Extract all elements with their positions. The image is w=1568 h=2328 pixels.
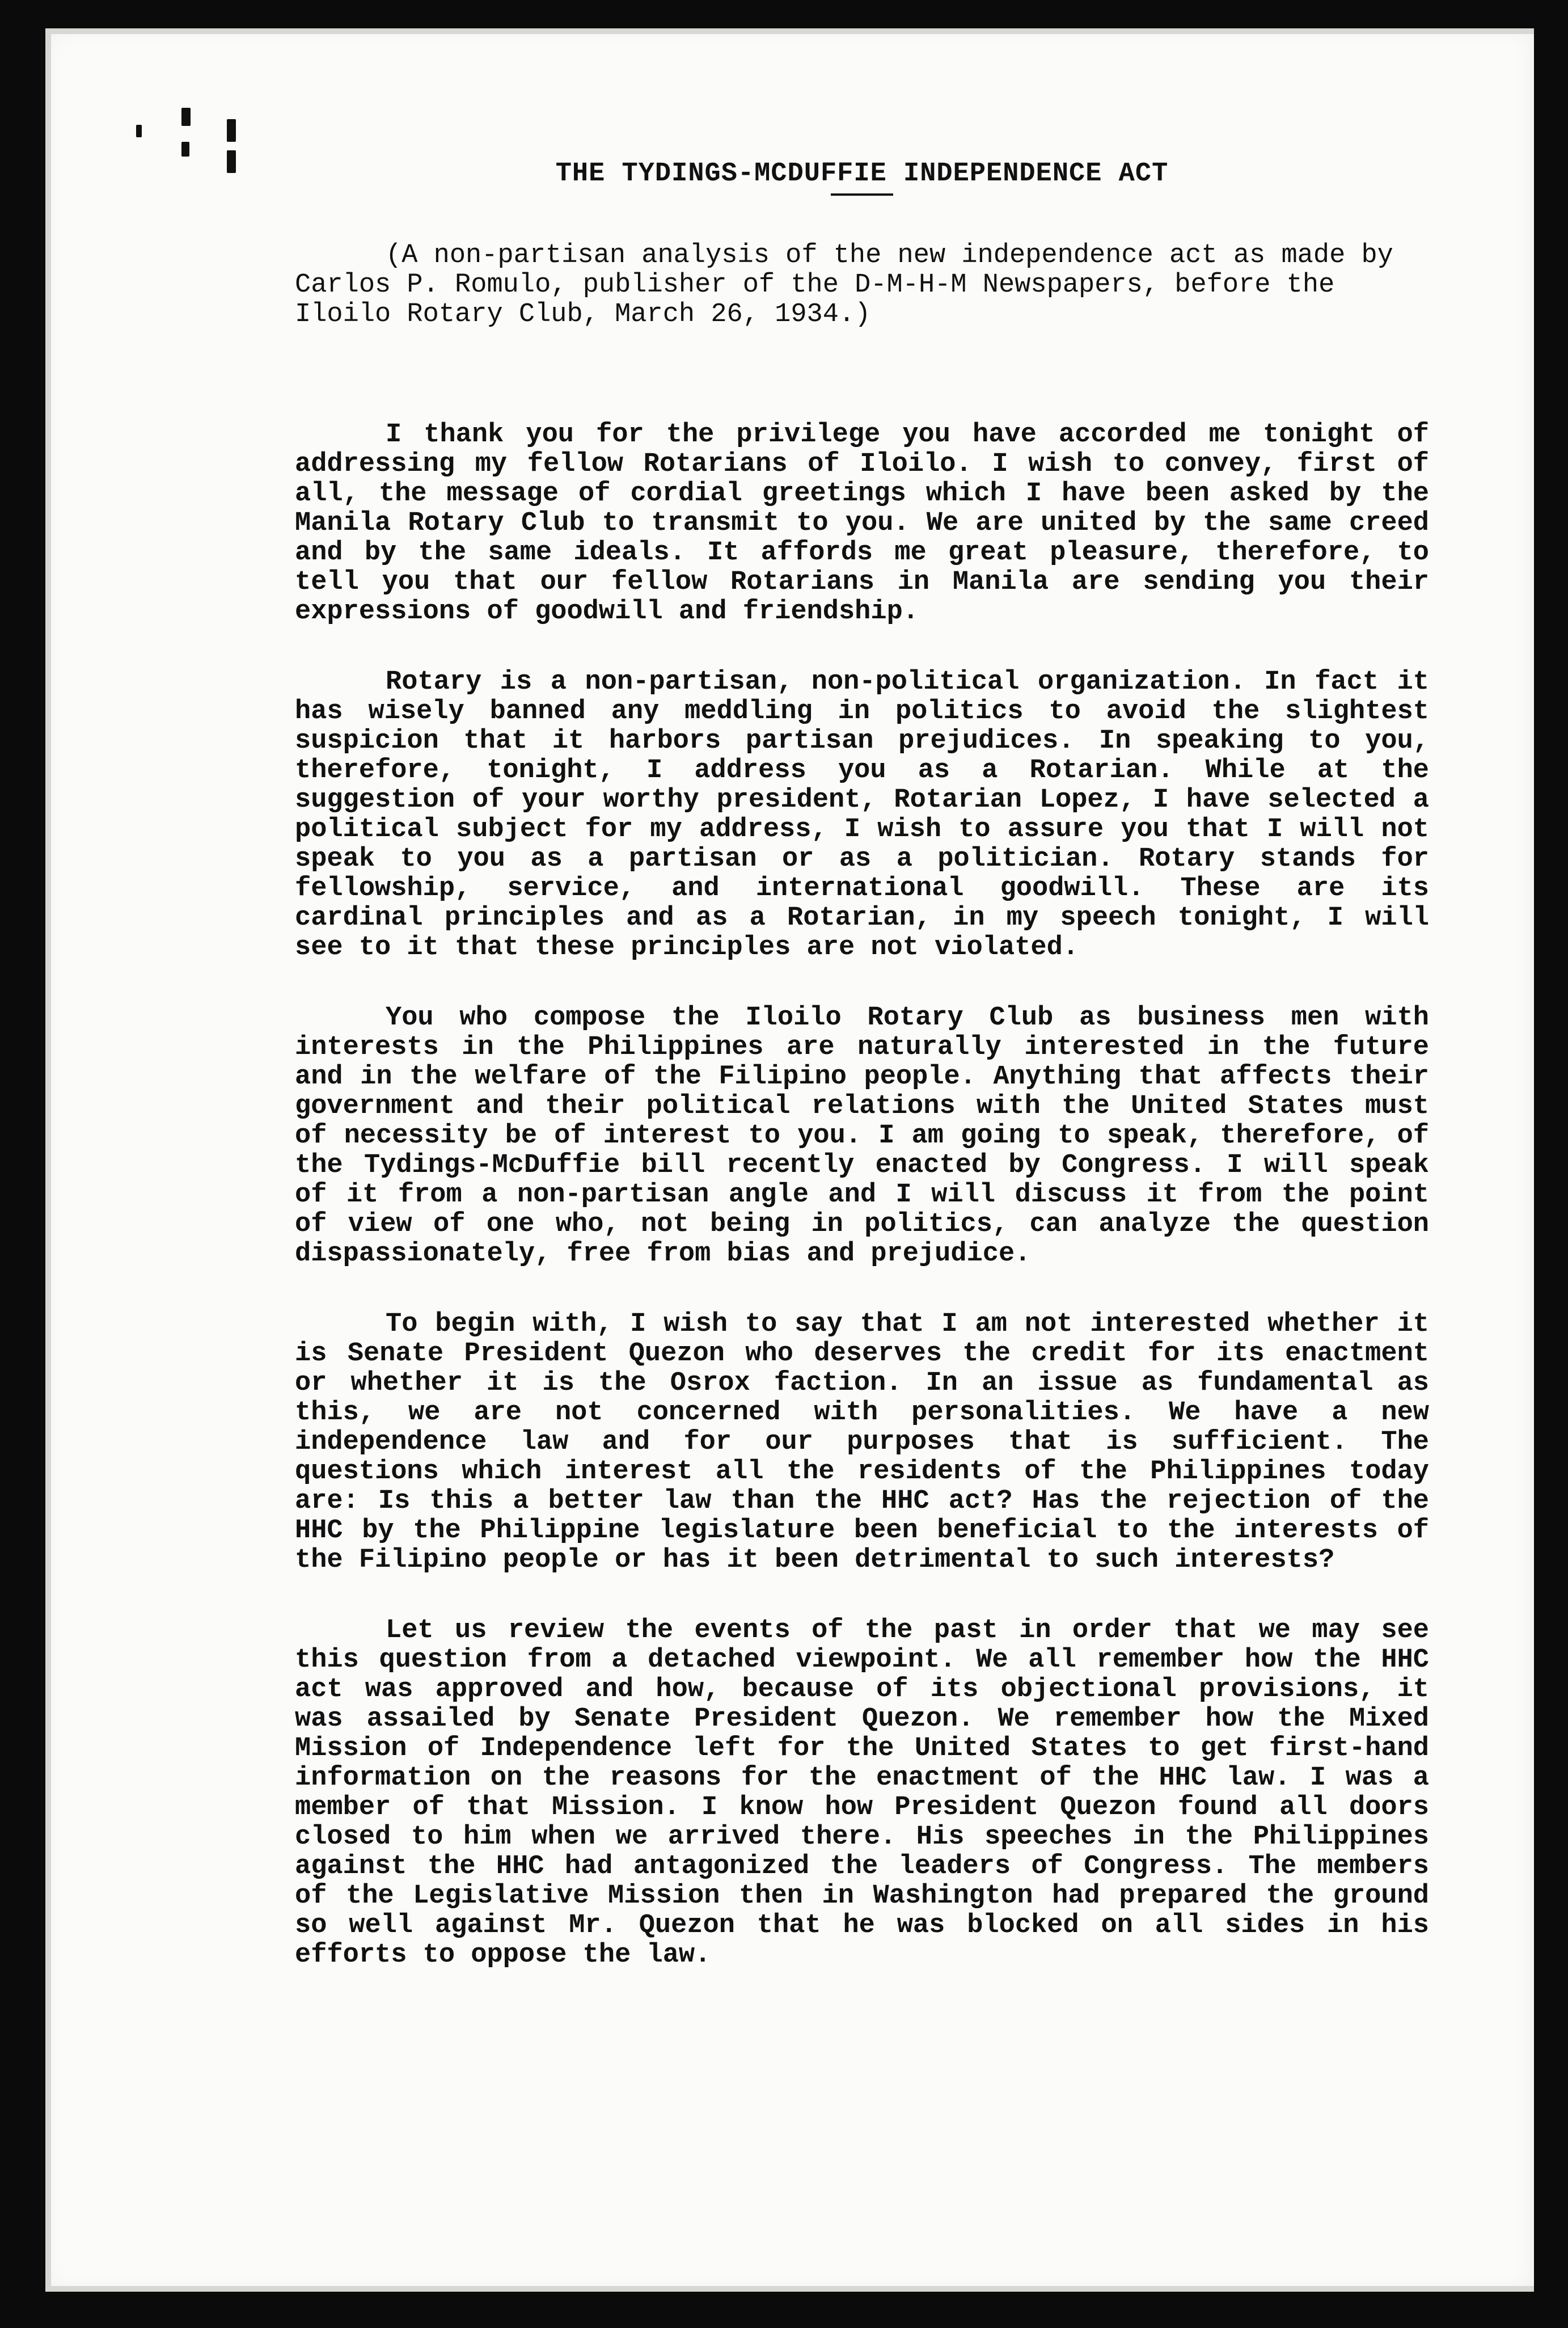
document-subtitle: (A non-partisan analysis of the new independence act as made by Carlos P. Romulo, publisher of the D-M-H-M Newspapers, before the Iloilo Rotary Club, March 26, 1934.) [295,241,1393,330]
paragraph-3: You who compose the Iloilo Rotary Club as business men with interests in the Philippines are naturally interested in the future and in the welfare of the Filipino people. Anything that affects their government and their political relations with the United States must of necessity be of interest to you. I am going to speak, therefore, of the Tydings-McDuffie bill recently enacted by Congress. I will speak of it from a non-partisan angle and I will discuss it from the point of view of one who, not being in politics, can analyze the question dispassionately, free from bias and prejudice. [295,1003,1429,1269]
page-bottom-edge [45,2286,1534,2292]
page-left-edge [45,28,51,2292]
paragraph-1: I thank you for the privilege you have accorded me tonight of addressing my fellow Rotarians of Iloilo. I wish to convey, first of all, the message of cordial greetings which I have been asked by the Manila Rotary Club to transmit to you. We are united by the same creed and by the same ideals. It affords me great pleasure, therefore, to tell you that our fellow Rotarians in Manila are sending you their expressions of goodwill and friendship. [295,420,1429,627]
punch-mark [227,119,236,142]
punch-mark [227,150,236,173]
punch-mark [136,125,142,137]
paragraph-5: Let us review the events of the past in order that we may see this question from a detached viewpoint. We all remember how the HHC act was approved and how, because of its objectional provisions, it was assailed by Senate President Quezon. We remember how the Mixed Mission of Independence left for the United States to get first-hand information on the reasons for the enactment of the HHC law. I was a member of that Mission. I know how President Quezon found all doors closed to him when we arrived there. His speeches in the Philippines against the HHC had antagonized the leaders of Congress. The members of the Legislative Mission then in Washington had prepared the ground so well against Mr. Quezon that he was blocked on all sides in his efforts to oppose the law. [295,1616,1429,1970]
punch-mark [181,108,191,126]
document-title: THE TYDINGS-MCDUFFIE INDEPENDENCE ACT [555,159,1169,189]
punch-mark [181,142,189,157]
document-body [295,159,1429,2011]
paragraph-4: To begin with, I wish to say that I am not interested whether it is Senate President Quezon who deserves the credit for its enactment or whether it is the Osrox faction. In an issue as fundamental as this, we are not concerned with personalities. We have a new independence law and for our purposes that is sufficient. The questions which interest all the residents of the Philippines today are: Is this a better law than the HHC act? Has the rejection of the HHC by the Philippine legislature been beneficial to the interests of the Filipino people or has it been detrimental to such interests? [295,1309,1429,1575]
title-underline [831,192,893,196]
paragraph-2: Rotary is a non-partisan, non-political organization. In fact it has wisely banned any meddling in politics to avoid the slightest suspicion that it harbors partisan prejudices. In speaking to you, therefore, tonight, I address you as a Rotarian. While at the suggestion of your worthy president, Rotarian Lopez, I have selected a political subject for my address, I wish to assure you that I will not speak to you as a partisan or as a politician. Rotary stands for fellowship, service, and international goodwill. These are its cardinal principles and as a Rotarian, in my speech tonight, I will see to it that these principles are not violated. [295,667,1429,963]
page-top-edge [45,28,1534,34]
